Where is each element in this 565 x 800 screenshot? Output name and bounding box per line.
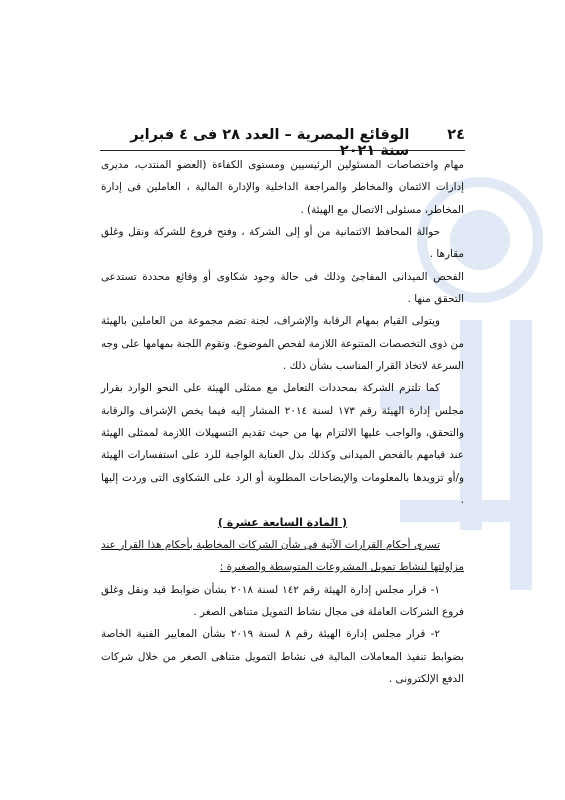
running-title: الوقائع المصرية – العدد ٢٨ فى ٤ فبراير سنة ٢٠٢١ [130, 127, 410, 159]
article-title [101, 512, 464, 534]
article-intro: تسرى أحكام القرارات الآتية فى شأن الشركات المخاطبة بأحكام هذا القرار عند مزاولتها لنشاط تمويل المشروعات المتوسطة والصغيرة : [101, 538, 464, 574]
paragraph: حوالة المحافظ الائتمانية من أو إلى الشركة ، وفتح فروع للشركة ونقل وغلق مقارها . [101, 226, 464, 261]
article-item: ٢- قرار مجلس إدارة الهيئة رقم ٨ لسنة ٢٠١٩ بشأن المعايير الفنية الخاصة بضوابط تنفيذ المعاملات المالية فى نشاط التمويل متناهى الصغر من خلال شركات الدفع الإلكترونى . [101, 628, 464, 685]
paragraph: مهام واختصاصات المسئولين الرئيسيين ومستوى الكفاءة (العضو المنتدب، مديرى إدارات الائتمان والمخاطر والمراجعة الداخلية والإدارة المالية ، العاملين فى إدارة المخاطر، مسئولى الاتصال مع الهيئة) . [101, 159, 464, 216]
paragraph: ويتولى القيام بمهام الرقابة والإشراف، لجنة تضم مجموعة من العاملين بالهيئة من ذوى التخصصات المتنوعة اللازمة لفحص الموضوع. وتقوم اللجنة بمهامها على وجه السرعة لاتخاذ القرار المناسب بشأن ذلك . [101, 315, 464, 373]
paragraph: كما تلتزم الشركة بمحددات التعامل مع ممثلى الهيئة على النحو الوارد بقرار مجلس إدارة الهيئة رقم ١٧٣ لسنة ٢٠١٤ المشار إليه فيما يخص الإشراف والرقابة والتحقق، والواجب عليها الالتزام بها من حيث تقديم التسهيلات اللازمة لممثلى الهيئة عند قيامهم بالفحص الميدانى وكذلك بذل العناية الواجبة للرد على استفسارات الهيئة و/أو تزويدها بالمعلومات والإيضاحات المطلوبة أو الرد على الشكاوى التى وردت إليها . [101, 382, 465, 507]
article-item: ١- قرار مجلس إدارة الهيئة رقم ١٤٢ لسنة ٢٠١٨ بشأن ضوابط قيد ونقل وغلق فروع الشركات العاملة فى مجال نشاط التمويل متناهى الصغر . [101, 583, 464, 618]
page-number: ٢٤ [447, 127, 465, 143]
article-title-text: ( المادة السابعة عشرة ) [217, 515, 348, 529]
header-rule [100, 150, 465, 151]
paragraph: الفحص الميدانى المفاجئ وذلك فى حالة وجود شكاوى أو وقائع محددة تستدعى التحقق منها . [101, 270, 464, 306]
document-body [101, 154, 464, 690]
